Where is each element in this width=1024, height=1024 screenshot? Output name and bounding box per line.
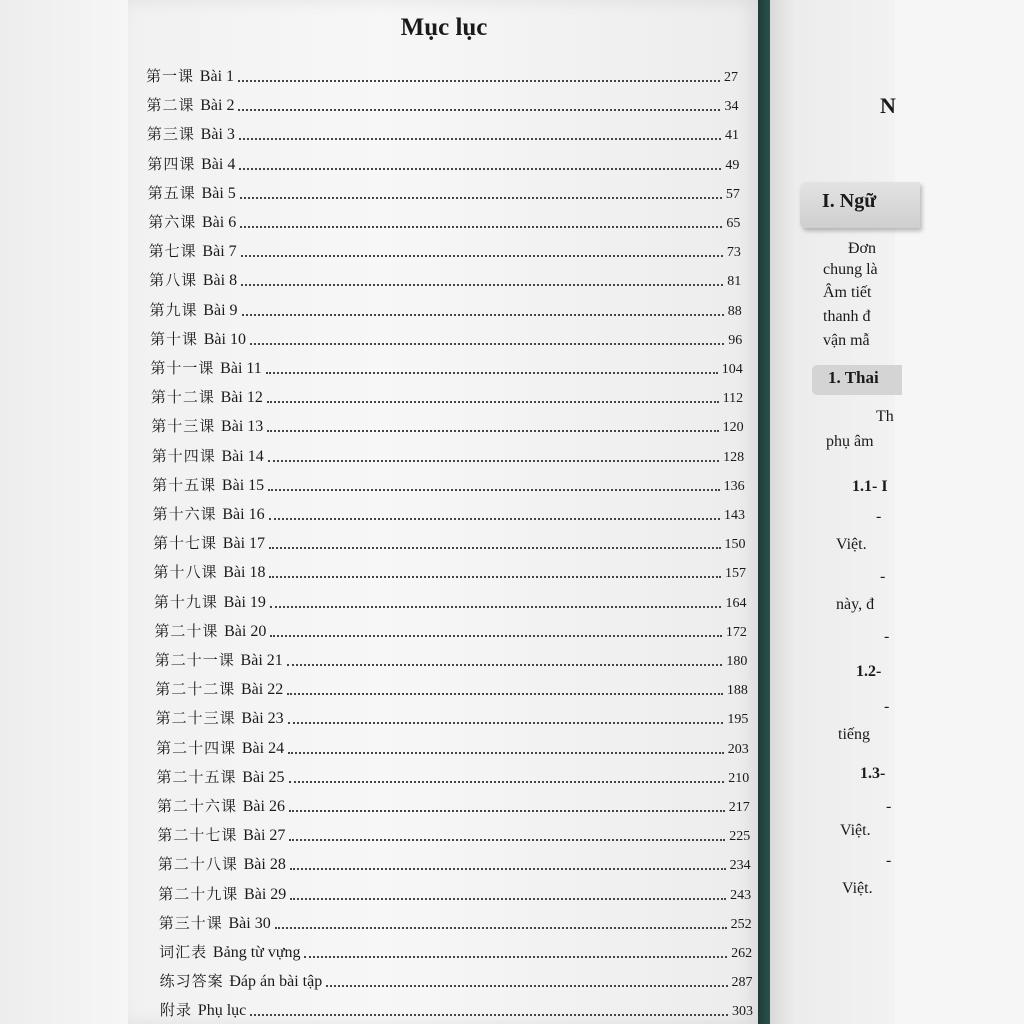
toc-entry (160, 1000, 753, 1020)
toc-page-number: 157 (724, 566, 746, 582)
toc-page-number: 287 (731, 975, 753, 991)
toc-entry-label (157, 824, 285, 845)
toc-entry (152, 475, 744, 495)
toc-page-number: 172 (725, 624, 747, 640)
toc-entry-chinese: 第二十五课 (156, 767, 237, 786)
toc-leader-dots (267, 400, 719, 403)
right-text-line: này, đ (836, 596, 875, 613)
toc-entry-chinese: 词汇表 (159, 943, 208, 961)
toc-leader-dots (288, 721, 724, 724)
toc-entry-chinese: 第二十二课 (155, 680, 236, 699)
toc-entry (151, 416, 743, 436)
toc-entry (149, 241, 741, 261)
toc-entry-chinese: 第二十七课 (157, 826, 238, 845)
toc-entry-vietnamese: Bài 12 (220, 389, 263, 407)
toc-entry (147, 154, 739, 174)
toc-leader-dots (288, 751, 724, 754)
toc-leader-dots (289, 809, 725, 812)
toc-page-number: 188 (726, 683, 748, 699)
right-text-line: - (886, 852, 892, 869)
toc-entry-label (150, 299, 238, 320)
right-text-line: - (884, 628, 890, 645)
toc-entry (154, 592, 747, 612)
toc-entry (156, 708, 749, 728)
toc-entry (156, 738, 749, 758)
toc-entry-label (159, 941, 300, 962)
right-text-line: - (880, 568, 886, 585)
toc-title: Mục lục (400, 14, 488, 41)
toc-entry-label (155, 678, 283, 699)
toc-entry-label (160, 999, 246, 1020)
toc-entry-label (148, 182, 236, 203)
toc-entry-chinese: 第十七课 (153, 534, 218, 553)
toc-entry (159, 913, 752, 933)
toc-entry-label (153, 532, 265, 553)
toc-entry (150, 329, 742, 349)
right-text-line: tiếng (838, 726, 870, 743)
toc-leader-dots (326, 984, 727, 987)
toc-entry (148, 183, 740, 203)
toc-entry-label (146, 94, 234, 115)
toc-entry (157, 767, 750, 787)
toc-entry-label (157, 795, 285, 816)
right-page-heading: N (880, 93, 896, 118)
toc-entry-vietnamese: Bài 6 (201, 214, 237, 231)
toc-entry (150, 358, 742, 378)
toc-page-number: 164 (725, 595, 747, 611)
toc-entry-chinese: 第五课 (147, 183, 196, 202)
toc-leader-dots (241, 254, 723, 257)
toc-entry-vietnamese: Bài 7 (202, 243, 237, 261)
toc-entry-label (154, 591, 266, 612)
toc-entry-chinese: 第十四课 (151, 446, 216, 465)
toc-leader-dots (266, 371, 718, 374)
toc-entry-label (159, 912, 271, 933)
toc-entry (153, 562, 746, 582)
right-text-line: Đơn (848, 240, 877, 257)
toc-leader-dots (269, 517, 720, 520)
toc-leader-dots (267, 429, 718, 432)
right-text-line: Việt. (842, 880, 873, 897)
toc-entry-label (148, 211, 236, 232)
toc-entry-chinese: 第十三课 (151, 417, 216, 436)
toc-leader-dots (238, 108, 720, 111)
toc-entry-label (151, 415, 263, 436)
toc-entry-vietnamese: Bài 30 (228, 914, 271, 932)
toc-entry-vietnamese: Bài 22 (240, 681, 284, 699)
toc-page-number: 41 (724, 128, 739, 144)
toc-entry-vietnamese: Bài 3 (200, 126, 235, 144)
toc-entry-label (150, 357, 261, 378)
toc-page-number: 252 (730, 916, 752, 932)
toc-page-number: 104 (721, 362, 743, 377)
toc-entry-chinese: 第二十六课 (156, 797, 237, 815)
toc-entry-vietnamese: Bài 23 (241, 710, 284, 728)
toc-entry-chinese: 第三课 (146, 125, 195, 144)
right-text-line: - (876, 508, 882, 525)
toc-page-number: 234 (729, 858, 751, 874)
toc-leader-dots (289, 780, 725, 783)
toc-entry-chinese: 第二课 (146, 96, 195, 115)
toc-leader-dots (275, 926, 727, 929)
toc-page-number: 120 (722, 420, 744, 436)
toc-entry-label (158, 853, 286, 874)
right-text-line: Th (876, 408, 894, 425)
toc-entry-chinese: 第二十九课 (158, 884, 239, 903)
toc-leader-dots (270, 634, 722, 637)
toc-entry-label (157, 766, 285, 787)
toc-entry-label (154, 620, 266, 641)
subsection-title: 1. Thai (828, 368, 879, 387)
toc-entry-label (149, 269, 237, 290)
toc-leader-dots (269, 575, 721, 578)
toc-entry-vietnamese: Bài 1 (199, 68, 235, 85)
toc-page-number: 27 (724, 70, 738, 85)
toc-entry-chinese: 第六课 (148, 213, 197, 231)
section-title: I. Ngữ (822, 190, 877, 212)
toc-page-number: 210 (728, 770, 750, 786)
toc-leader-dots (269, 546, 720, 549)
toc-entry-chinese: 第三十课 (158, 913, 223, 932)
right-text-line: Âm tiết (823, 284, 872, 301)
toc-page-number: 112 (722, 391, 744, 407)
toc-entry-label (151, 386, 263, 407)
toc-entry-chinese: 第二十课 (154, 621, 219, 640)
toc-entry-chinese: 练习答案 (159, 972, 224, 991)
toc-entry (151, 387, 743, 407)
toc-entry (158, 884, 751, 904)
toc-leader-dots (250, 342, 724, 345)
toc-entry-chinese: 第二十八课 (157, 855, 238, 874)
toc-entry (152, 446, 744, 466)
toc-entry-label (147, 123, 235, 144)
toc-entry-chinese: 第八课 (149, 271, 198, 290)
toc-leader-dots (240, 225, 722, 228)
toc-page-number: 203 (727, 741, 749, 757)
toc-page-number: 73 (726, 245, 741, 261)
toc-page-number: 150 (724, 537, 746, 553)
item-label: 1.3- (860, 765, 886, 782)
toc-entry-vietnamese: Bài 16 (222, 506, 265, 523)
toc-entry-chinese: 第十六课 (152, 505, 217, 523)
right-text-line: phụ âm (826, 433, 874, 450)
toc-entry-label (156, 737, 284, 758)
toc-entry-vietnamese: Bài 19 (223, 593, 266, 611)
toc-page-number: 65 (726, 216, 741, 231)
toc-page-number: 225 (729, 829, 751, 845)
toc-entry-vietnamese: Bảng từ vựng (212, 944, 301, 961)
toc-entry-vietnamese: Bài 14 (221, 447, 264, 465)
toc-leader-dots (289, 838, 725, 841)
toc-entry-label (150, 328, 246, 349)
toc-entry-label (149, 240, 237, 261)
toc-entry-vietnamese: Bài 25 (242, 768, 285, 786)
toc-page-number: 88 (727, 303, 742, 319)
toc-entry (146, 66, 738, 86)
toc-leader-dots (238, 79, 720, 82)
toc-entry (153, 533, 746, 553)
toc-entry-label (155, 649, 283, 670)
toc-entry-label (156, 707, 284, 728)
toc-entry-vietnamese: Bài 21 (240, 652, 283, 669)
toc-entry-label (153, 561, 265, 582)
toc-leader-dots (239, 137, 721, 140)
toc-entry-vietnamese: Bài 29 (244, 885, 287, 903)
right-text-line: - (886, 798, 892, 815)
toc-entry (146, 95, 738, 115)
toc-entry-chinese: 第一课 (146, 67, 195, 85)
toc-entry-label (153, 503, 265, 524)
toc-entry-vietnamese: Bài 24 (241, 739, 285, 757)
toc-entry-vietnamese: Bài 20 (224, 622, 267, 640)
toc-page-number: 136 (723, 478, 745, 494)
toc-page-number: 195 (727, 712, 749, 728)
toc-page-number: 143 (724, 508, 746, 523)
toc-entry-chinese: 第九课 (149, 300, 198, 319)
toc-entry (159, 942, 752, 962)
toc-page-number: 81 (727, 274, 742, 290)
toc-entry (153, 504, 745, 524)
toc-entry-vietnamese: Bài 26 (242, 798, 285, 815)
toc-entry (154, 621, 747, 641)
right-text-line: chung là (823, 261, 878, 278)
toc-entry-label (147, 153, 235, 174)
toc-entry-vietnamese: Bài 9 (203, 301, 238, 319)
toc-page-number: 217 (728, 800, 750, 815)
toc-entry-label (152, 445, 264, 466)
toc-entry-vietnamese: Bài 11 (220, 360, 262, 377)
toc-page-number: 128 (723, 449, 745, 465)
toc-entry-vietnamese: Bài 28 (243, 856, 286, 874)
toc-leader-dots (287, 692, 723, 695)
toc-entry (150, 300, 742, 320)
toc-entry-chinese: 第十五课 (152, 475, 217, 494)
toc-entry-chinese: 第十九课 (153, 592, 218, 611)
toc-entry-chinese: 第二十四课 (156, 738, 237, 757)
toc-entry-chinese: 第二十三课 (155, 709, 236, 728)
toc-leader-dots (287, 663, 723, 666)
toc-leader-dots (290, 897, 726, 900)
toc-leader-dots (290, 867, 726, 870)
toc-page-number: 180 (726, 654, 748, 669)
toc-page-number: 34 (724, 99, 739, 115)
item-label: 1.2- (856, 663, 882, 680)
toc-entry-vietnamese: Bài 10 (203, 330, 246, 348)
toc-entry-vietnamese: Bài 13 (221, 418, 264, 436)
right-text-line: Việt. (840, 822, 871, 839)
toc-entry-chinese: 第十一课 (150, 359, 215, 377)
toc-entry (160, 971, 753, 991)
toc-entry (148, 212, 740, 232)
toc-leader-dots (270, 605, 722, 608)
toc-leader-dots (241, 283, 723, 286)
toc-page-number: 57 (725, 186, 740, 202)
toc-entry (147, 124, 739, 144)
toc-entry-vietnamese: Bài 17 (222, 535, 266, 553)
right-text-line: vận mẫ (823, 332, 870, 349)
right-text-line: Việt. (836, 536, 867, 553)
item-label: 1.1- I (852, 478, 888, 495)
toc-entry-vietnamese: Bài 18 (223, 564, 266, 582)
toc-entry (158, 854, 751, 874)
toc-leader-dots (240, 196, 722, 199)
toc-entry (149, 270, 741, 290)
toc-page-number: 49 (725, 157, 740, 173)
toc-entry-label (158, 883, 286, 904)
right-text-line: thanh đ (823, 308, 871, 325)
toc-entry-chinese: 第二十一课 (154, 651, 235, 669)
toc-entry-vietnamese: Bài 4 (201, 155, 236, 173)
toc-entry (157, 825, 750, 845)
toc-entry-label (160, 970, 323, 991)
toc-entry-chinese: 附录 (160, 1001, 193, 1020)
toc-entry-label (152, 474, 264, 495)
toc-entry-vietnamese: Bài 27 (243, 827, 286, 845)
toc-entry-vietnamese: Bài 5 (201, 184, 236, 202)
background-right (895, 0, 1024, 1024)
toc-entry-label (146, 65, 234, 86)
toc-entry-chinese: 第十二课 (150, 388, 215, 407)
toc-entry (155, 650, 748, 670)
toc-entry-chinese: 第十课 (149, 329, 198, 348)
toc-entry-chinese: 第七课 (148, 242, 197, 261)
toc-entry-chinese: 第十八课 (153, 563, 218, 582)
toc-entry (155, 679, 748, 699)
toc-leader-dots (239, 167, 721, 170)
toc-page-number: 96 (728, 332, 743, 348)
toc-entry-vietnamese: Bài 8 (202, 272, 238, 290)
toc-entry (157, 796, 750, 816)
toc-leader-dots (242, 313, 724, 316)
toc-entry-vietnamese: Phụ lục (197, 1002, 247, 1020)
toc-leader-dots (304, 955, 727, 958)
toc-leader-dots (268, 488, 719, 491)
toc-page-number: 303 (732, 1004, 753, 1020)
toc-leader-dots (250, 1013, 728, 1016)
toc-entry-vietnamese: Bài 2 (200, 97, 235, 115)
toc-leader-dots (268, 459, 719, 462)
right-text-line: - (884, 698, 890, 715)
toc-page-number: 262 (731, 946, 753, 961)
toc-entry-vietnamese: Bài 15 (221, 476, 265, 494)
toc-page-number: 243 (730, 887, 752, 903)
toc-entry-chinese: 第四课 (147, 154, 196, 173)
toc-entry-vietnamese: Đáp án bài tập (229, 973, 323, 991)
